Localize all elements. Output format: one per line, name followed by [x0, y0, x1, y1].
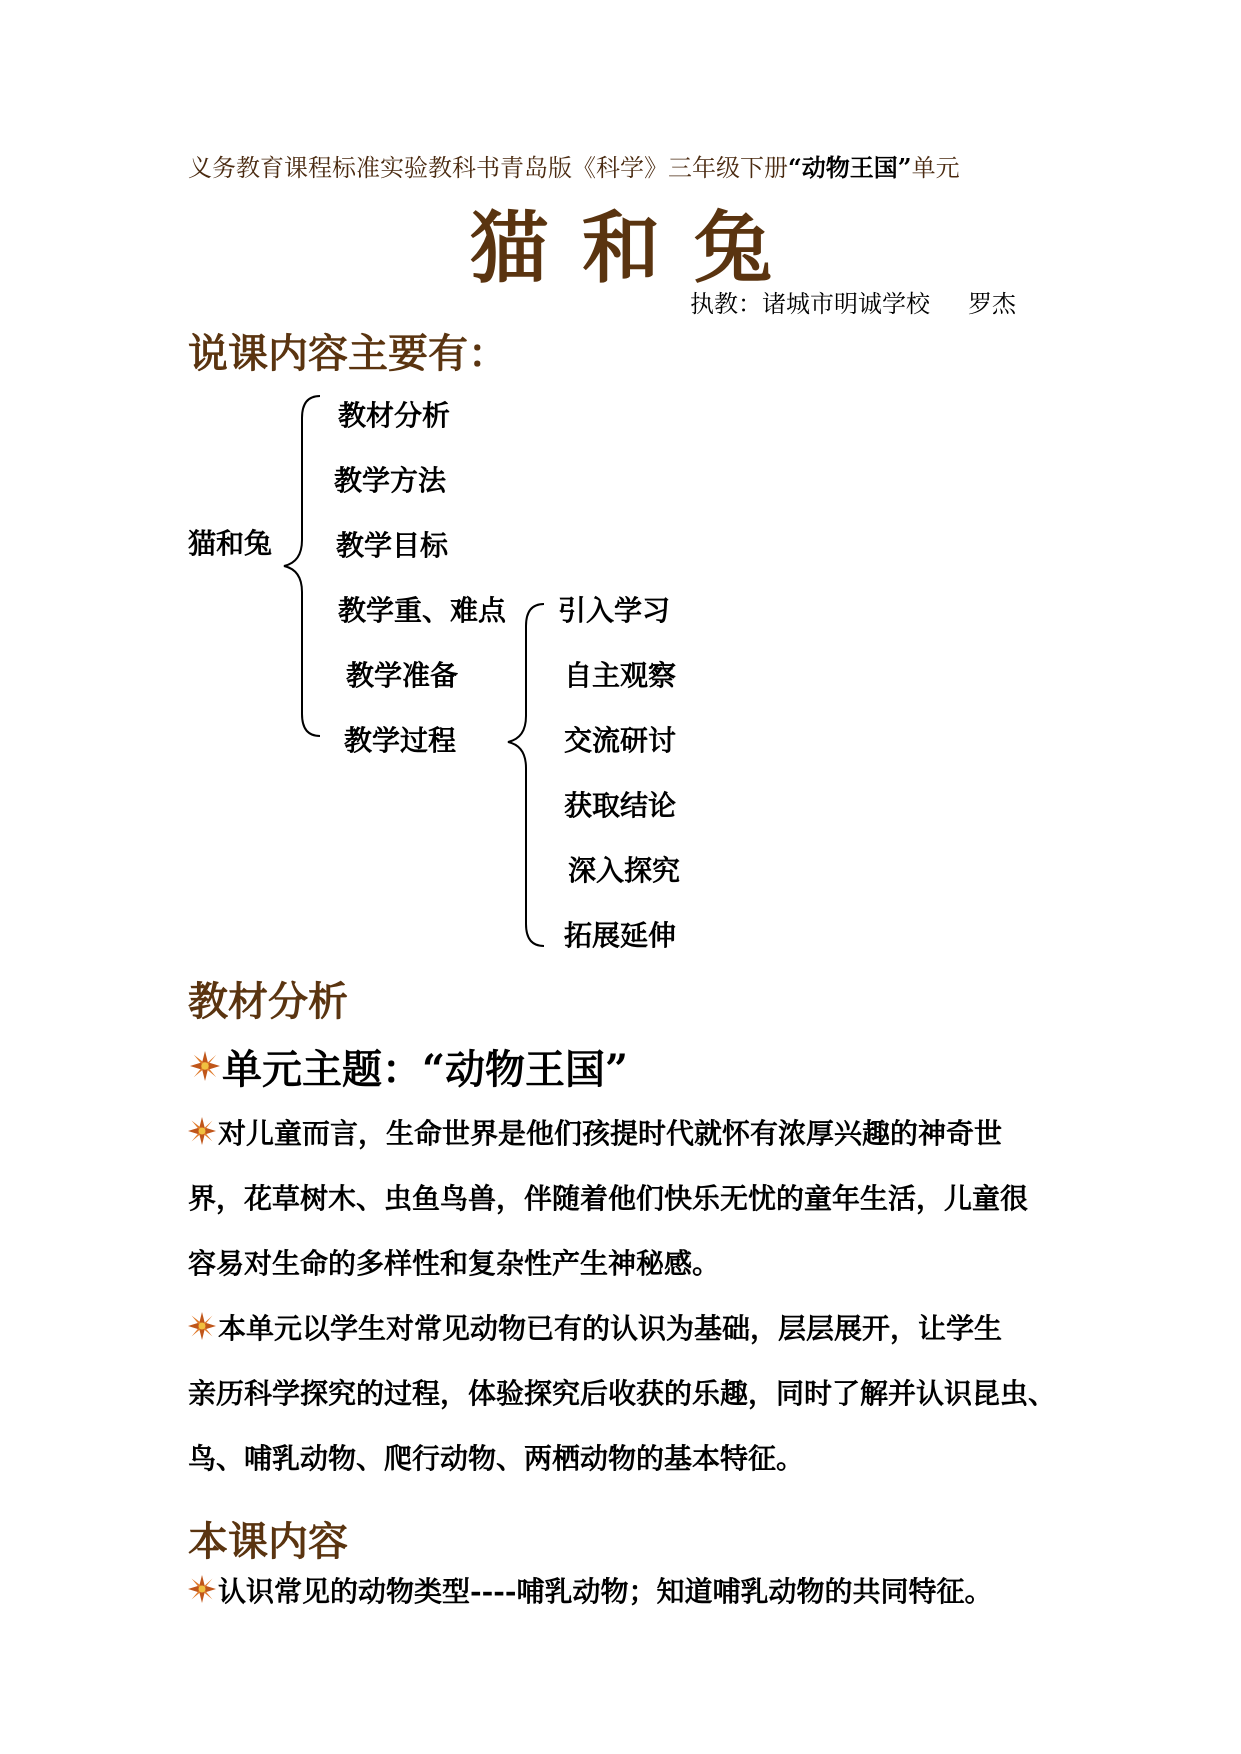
document-title: 猫和兔 [470, 203, 807, 294]
teacher-school: 执教：诸城市明诚学校 [690, 290, 930, 318]
outline-root: 猫和兔 [188, 527, 273, 560]
para1-line [188, 1112, 1002, 1152]
process-step: 拓展延伸 [564, 919, 677, 952]
unit-theme [190, 1038, 628, 1095]
process-step: 深入探究 [568, 854, 681, 887]
outline-item: 教学过程 [344, 724, 457, 757]
process-step: 自主观察 [564, 659, 677, 692]
analysis-heading: 教材分析 [188, 978, 348, 1025]
subtitle-suffix: 单元 [911, 154, 960, 182]
outline-brace-main [284, 396, 320, 736]
para2-line: 亲历科学探究的过程，体验探究后收获的乐趣，同时了解并认识昆虫、 [188, 1377, 1057, 1410]
teacher-name: 罗杰 [968, 290, 1016, 318]
process-step: 获取结论 [564, 789, 677, 822]
outline-item: 教学目标 [336, 529, 449, 562]
process-step: 引入学习 [558, 594, 671, 627]
para2-line [188, 1307, 1002, 1347]
para1-text: 对儿童而言，生命世界是他们孩提时代就怀有浓厚兴趣的神奇世 [218, 1117, 1003, 1150]
process-step: 交流研讨 [564, 724, 677, 757]
outline-item: 教学方法 [334, 464, 447, 497]
outline-item: 教学重、难点 [338, 594, 507, 627]
para1-line: 容易对生命的多样性和复杂性产生神秘感。 [188, 1247, 721, 1280]
para1-line: 界，花草树木、虫鱼鸟兽，伴随着他们快乐无忧的童年生活，儿童很 [188, 1182, 1029, 1215]
lesson-heading: 本课内容 [188, 1518, 348, 1565]
sparkle-star-icon [190, 1051, 220, 1081]
outline-item: 教学准备 [346, 659, 459, 692]
sparkle-star-icon [188, 1575, 216, 1603]
outline-heading: 说课内容主要有： [188, 330, 508, 377]
para2-text: 本单元以学生对常见动物已有的认识为基础，层层展开，让学生 [218, 1312, 1003, 1345]
subtitle-unit: “动物王国” [788, 153, 912, 182]
outline-item: 教材分析 [338, 399, 451, 432]
outline-brace-process [508, 604, 544, 946]
lesson-content-text: 认识常见的动物类型----哺乳动物；知道哺乳动物的共同特征。 [218, 1575, 993, 1608]
sparkle-star-icon [188, 1117, 216, 1145]
subtitle-text: 义务教育课程标准实验教科书青岛版《科学》三年级下册 [188, 154, 788, 182]
sparkle-star-icon [188, 1312, 216, 1340]
lesson-content [188, 1570, 993, 1610]
unit-theme-text: 单元主题：“动物王国” [222, 1046, 629, 1093]
para2-line: 鸟、哺乳动物、爬行动物、两栖动物的基本特征。 [188, 1442, 805, 1475]
